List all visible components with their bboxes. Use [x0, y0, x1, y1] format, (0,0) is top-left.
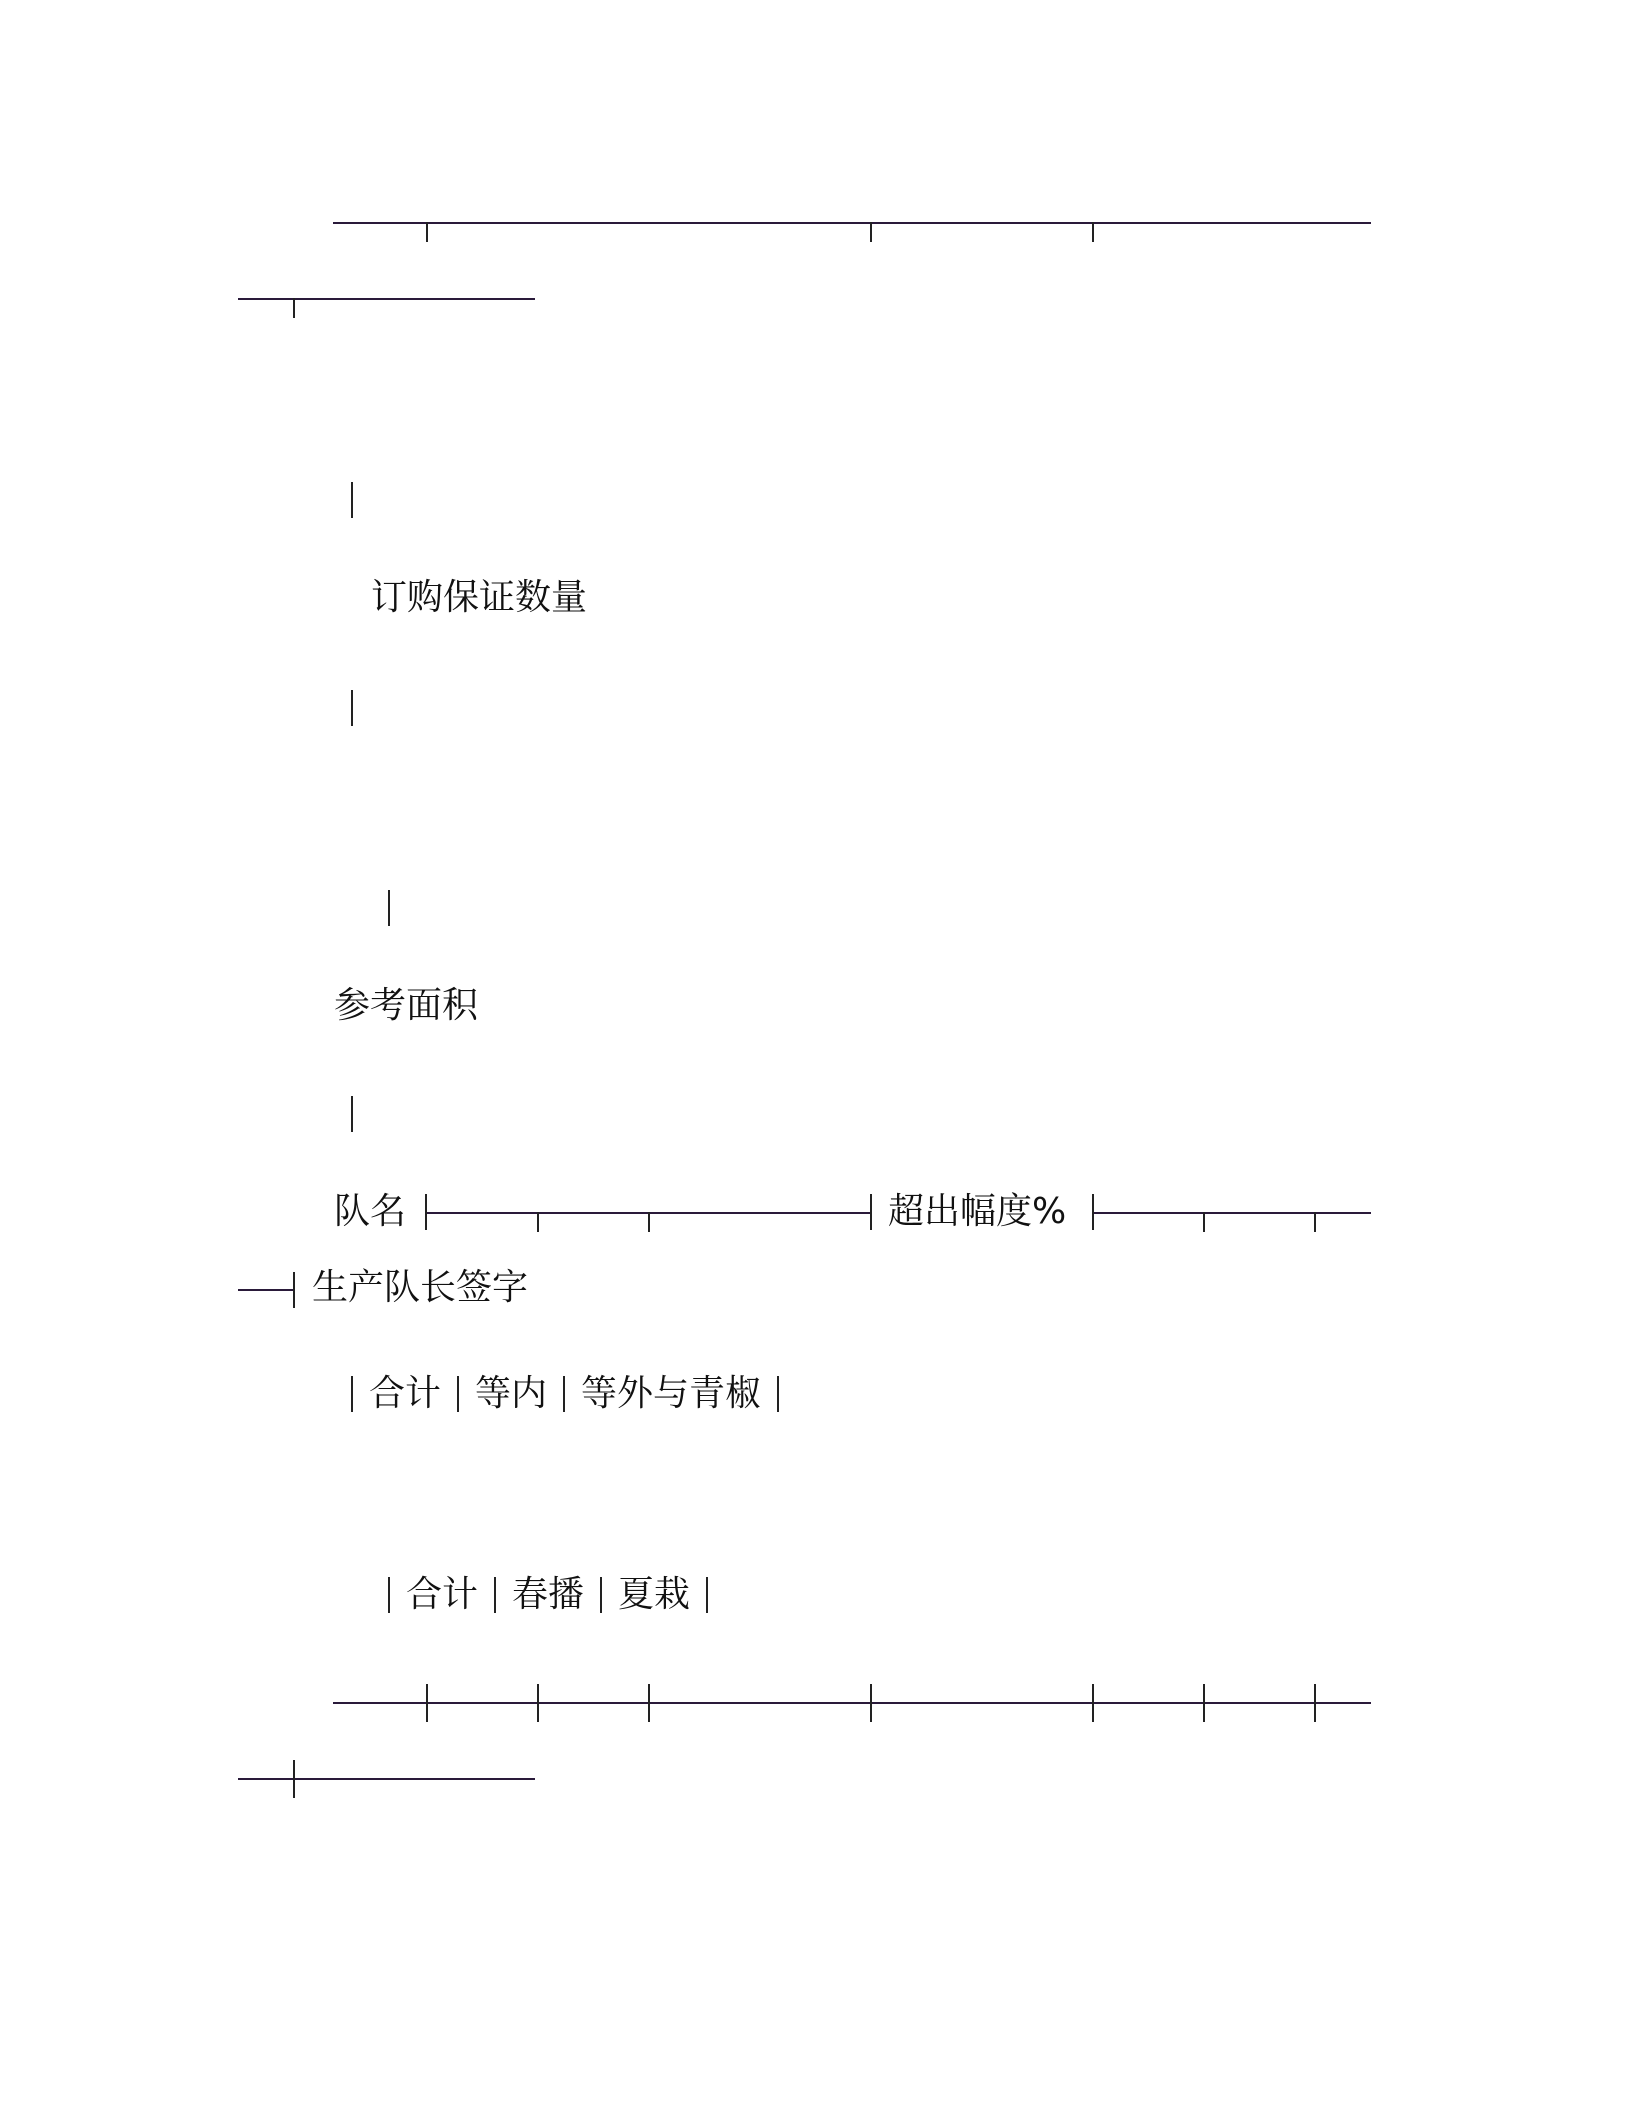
top-rule-tick — [870, 222, 872, 242]
signature-rule — [238, 1289, 293, 1291]
qty-columns-row — [335, 1374, 795, 1414]
area-column-summer: 夏栽 — [618, 1574, 691, 1615]
top-rule-short — [238, 298, 535, 300]
bottom-rule-short-tick — [293, 1760, 295, 1798]
area-column-spring: 春播 — [512, 1574, 585, 1615]
bottom-rule-short — [238, 1778, 535, 1780]
top-rule — [333, 222, 1371, 224]
divider — [351, 690, 353, 726]
area-columns-row — [372, 1575, 724, 1615]
divider — [388, 890, 390, 926]
middle-rule-tick — [648, 1212, 650, 1232]
top-rule-short-tick — [293, 298, 295, 318]
divider — [351, 482, 353, 518]
middle-rule-right — [1094, 1212, 1371, 1214]
qty-column-grade-in: 等内 — [475, 1373, 548, 1414]
top-rule-tick — [1092, 222, 1094, 242]
divider — [870, 1194, 872, 1230]
bottom-rule — [333, 1702, 1371, 1704]
middle-rule-tick — [1203, 1212, 1205, 1232]
column-separator — [494, 1577, 496, 1613]
reference-area-label: 参考面积 — [334, 985, 479, 1026]
bottom-rule-tick — [426, 1684, 428, 1722]
qty-column-grade-out: 等外与青椒 — [581, 1373, 762, 1414]
column-separator — [600, 1577, 602, 1613]
middle-rule-tick — [1314, 1212, 1316, 1232]
area-column-total: 合计 — [406, 1574, 479, 1615]
column-separator — [777, 1376, 779, 1412]
bottom-rule-tick — [870, 1684, 872, 1722]
column-separator — [388, 1577, 390, 1613]
divider — [293, 1272, 295, 1308]
excess-rate-label: 超出幅度% — [888, 1191, 1067, 1232]
top-rule-tick — [426, 222, 428, 242]
divider — [351, 1096, 353, 1132]
middle-rule-tick — [537, 1212, 539, 1232]
bottom-rule-tick — [1092, 1684, 1094, 1722]
bottom-rule-tick — [1203, 1684, 1205, 1722]
order-guarantee-qty-label: 订购保证数量 — [371, 577, 588, 618]
column-separator — [563, 1376, 565, 1412]
column-separator — [706, 1577, 708, 1613]
column-separator — [351, 1376, 353, 1412]
column-separator — [457, 1376, 459, 1412]
bottom-rule-tick — [1314, 1684, 1316, 1722]
team-name-label: 队名 — [334, 1191, 407, 1232]
bottom-rule-tick — [648, 1684, 650, 1722]
leader-signature-label: 生产队长签字 — [312, 1267, 529, 1308]
bottom-rule-tick — [537, 1684, 539, 1722]
qty-column-total: 合计 — [369, 1373, 442, 1414]
